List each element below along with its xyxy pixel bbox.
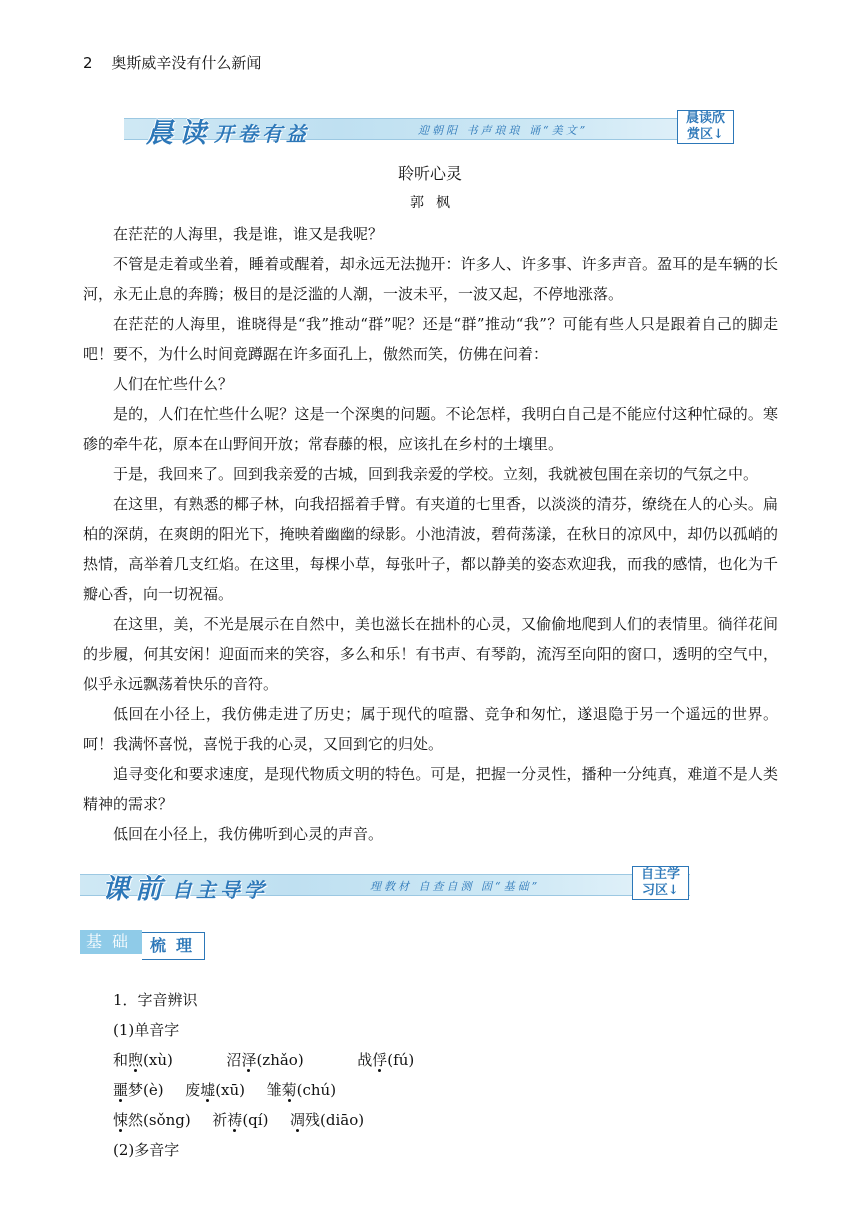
preview-study-banner xyxy=(80,866,690,905)
page-number: 2 xyxy=(83,54,93,72)
pinyin-entry: 沼泽(zhǎo) xyxy=(226,1051,304,1069)
banner-title-big: 晨读 xyxy=(146,118,212,149)
paragraph: 在这里，有熟悉的椰子林，向我招摇着手臂。有夹道的七里香，以淡淡的清芬，缭绕在人的心头。扁柏的深荫，在爽朗的阳光下，掩映着幽幽的绿影。小池清波，碧荷荡漾，在秋日的凉风中，却仍以孤峭的热情，高举着几支红焰。在这里，每棵小草，每张叶子，都以静美的姿态欢迎我，而我的感情，也化为千瓣心香，向一切祝福。 xyxy=(83,495,778,603)
section-tag xyxy=(80,930,205,956)
pinyin-row xyxy=(113,1045,414,1075)
paragraph: 不管是走着或坐着，睡着或醒着，却永远无法抛开：许多人、许多事、许多声音。盈耳的是车辆的长河，永无止息的奔腾；极目的是泛滥的人潮，一波未平，一波又起，不停地涨落。 xyxy=(83,255,778,303)
tag-part2: 梳理 xyxy=(142,932,205,960)
pinyin-entry: 凋残(diāo) xyxy=(289,1111,365,1129)
banner-title-small: 自主导学 xyxy=(172,878,268,902)
lesson-title: 奥斯威辛没有什么新闻 xyxy=(111,54,262,72)
paragraph: 在茫茫的人海里，谁晓得是“我”推动“群”呢？还是“群”推动“我”？可能有些人只是跟着自己的脚走吧！要不，为什么时间竟蹲踞在许多面孔上，傲然而笑，仿佛在问着： xyxy=(83,315,778,363)
paragraph: 追寻变化和要求速度，是现代物质文明的特色。可是，把握一分灵性，播种一分纯真，难道不是人类精神的需求？ xyxy=(83,765,778,813)
box-line1: 自主学 xyxy=(640,867,680,882)
exercise-section xyxy=(113,985,414,1165)
pinyin-entry: 悚然(sǒng) xyxy=(113,1111,191,1129)
pinyin-entry: 和煦(xù) xyxy=(113,1051,173,1069)
pinyin-entry: 废墟(xū) xyxy=(185,1081,246,1099)
banner-slogan: 迎朝阳 书声琅琅 诵“美文” xyxy=(418,124,589,137)
paragraph: 于是，我回来了。回到我亲爱的古城，回到我亲爱的学校。立刻，我就被包围在亲切的气氛之中。 xyxy=(113,465,759,483)
paragraph: 在这里，美，不光是展示在自然中，美也滋长在拙朴的心灵，又偷偷地爬到人们的表情里。徜徉花间的步履，何其安闲！迎面而来的笑容，多么和乐！有书声、有琴韵，流泻至向阳的窗口，透明的空气中，似乎永远飘荡着快乐的音符。 xyxy=(83,615,778,693)
banner-section-box xyxy=(677,110,734,144)
pinyin-entry: 祈祷(qí) xyxy=(212,1111,269,1129)
tag-part1: 基础 xyxy=(80,930,142,954)
banner-title-big: 课前 xyxy=(102,874,168,905)
morning-reading-banner xyxy=(124,110,734,149)
paragraph: 低回在小径上，我仿佛走进了历史；属于现代的喧嚣、竞争和匆忙，遂退隐于另一个遥远的世界。呵！我满怀喜悦，喜悦于我的心灵，又回到它的归处。 xyxy=(83,705,778,753)
article-title: 聆听心灵 xyxy=(397,164,462,183)
pinyin-entry: 战俘(fú) xyxy=(357,1051,415,1069)
exercise-subheading: (1)单音字 xyxy=(113,1021,180,1039)
pinyin-row xyxy=(113,1105,414,1135)
box-line1: 晨读欣 xyxy=(685,111,725,126)
paragraph: 在茫茫的人海里，我是谁，谁又是我呢？ xyxy=(113,225,384,243)
pinyin-entry: 噩梦(è) xyxy=(113,1081,164,1099)
banner-slogan: 理教材 自查自测 固“基础” xyxy=(370,880,541,893)
paragraph: 低回在小径上，我仿佛听到心灵的声音。 xyxy=(113,825,384,843)
exercise-item-heading: 1．字音辨识 xyxy=(113,991,198,1009)
banner-title-small: 开卷有益 xyxy=(214,122,310,146)
paragraph: 是的，人们在忙些什么呢？这是一个深奥的问题。不论怎样，我明白自己是不能应付这种忙碌的。寒碜的牵牛花，原本在山野间开放；常春藤的根，应该扎在乡村的土壤里。 xyxy=(83,405,778,453)
box-line2: 赏区↓ xyxy=(687,127,724,142)
exercise-subheading: (2)多音字 xyxy=(113,1141,180,1159)
page-header xyxy=(83,52,261,73)
article-author: 郭枫 xyxy=(410,195,462,211)
paragraph: 人们在忙些什么？ xyxy=(113,375,234,393)
pinyin-entry: 雏菊(chú) xyxy=(266,1081,337,1099)
box-line2: 习区↓ xyxy=(642,883,679,898)
article-body xyxy=(83,219,778,849)
pinyin-row xyxy=(113,1075,414,1105)
banner-section-box xyxy=(632,866,689,900)
